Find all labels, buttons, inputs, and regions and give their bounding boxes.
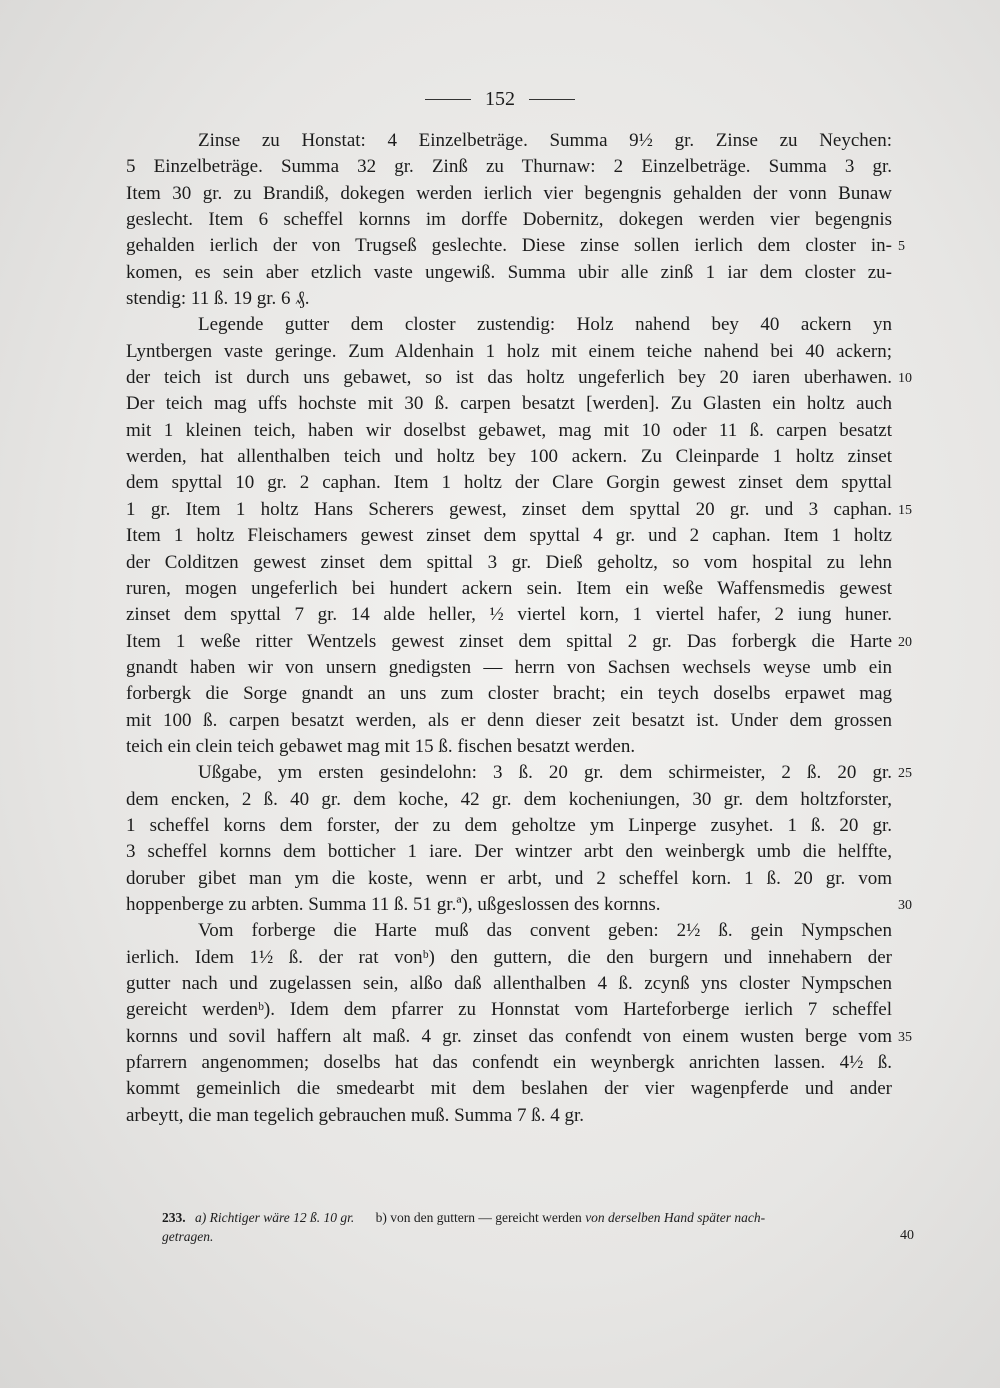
text-line — [126, 655, 892, 681]
text-line — [126, 523, 892, 549]
text-line — [126, 1076, 892, 1102]
text-line — [126, 813, 892, 839]
text-line-content: gnandt haben wir von unsern gnedigsten — herrn von Sachsen wechsels weyse umb ein — [126, 656, 892, 678]
text-line — [126, 550, 892, 576]
footnote — [162, 1208, 892, 1246]
text-line — [126, 734, 892, 760]
text-line-content: 3 scheffel kornns dem botticher 1 iare. Der wintzer arbt den weinbergk umb die helffte, — [126, 841, 892, 863]
text-line — [126, 260, 892, 286]
margin-line-number: 25 — [898, 766, 912, 782]
text-line — [126, 629, 892, 655]
text-line — [126, 470, 892, 496]
text-line — [126, 918, 892, 944]
text-line — [126, 181, 892, 207]
text-line-content: ruren, mogen ungeferlich bei hundert ackern sein. Item ein weße Waffensmedis gewest — [126, 577, 892, 599]
text-line — [126, 866, 892, 892]
text-line — [126, 365, 892, 391]
text-line-content: mit 1 kleinen teich, haben wir doselbst gebawet, mag mit 10 oder 11 ß. carpen besatzt — [126, 419, 892, 441]
text-line — [126, 312, 892, 338]
text-line — [126, 339, 892, 365]
page-header — [0, 84, 1000, 114]
footnote-b-italic: von derselben Hand später nach- — [585, 1210, 766, 1225]
text-line — [126, 286, 892, 312]
text-line-content: teich ein clein teich gebawet mag mit 15 ß. fischen besatzt werden. — [126, 735, 636, 757]
text-line — [126, 997, 892, 1023]
text-line-content: kornns und sovil haffern alt maß. 4 gr. zinset das confendt von einem wusten berge vom — [126, 1025, 892, 1047]
text-line — [126, 233, 892, 259]
text-line-content: pfarrern angenommen; doselbs hat das confendt ein weynbergk anrichten lassen. 4½ ß. — [126, 1052, 892, 1074]
text-line-content: gutter nach und zugelassen sein, alßo daß allenthalben 4 ß. zcynß yns closter Nympschen — [126, 973, 892, 994]
text-line — [126, 391, 892, 417]
text-line-content: Vom forberge die Harte muß das convent geben: 2½ ß. gein Nympschen — [198, 920, 892, 942]
line-number-40: 40 — [900, 1228, 914, 1243]
text-line — [126, 1050, 892, 1076]
margin-line-number: 10 — [898, 371, 912, 387]
text-line — [126, 760, 892, 786]
text-line-content: gereicht werdenᵇ). Idem dem pfarrer zu Honnstat vom Harteforberge ierlich 7 scheffel — [126, 999, 892, 1021]
margin-line-number: 5 — [898, 239, 905, 255]
text-line — [126, 154, 892, 180]
text-line-content: der teich ist durch uns gebawet, so ist das holtz ungeferlich bey 20 iaren uberhawen. — [126, 367, 892, 389]
text-line-content: Ußgabe, ym ersten gesindelohn: 3 ß. 20 gr. dem schirmeister, 2 ß. 20 gr. — [198, 762, 892, 784]
text-line — [126, 444, 892, 470]
text-line-content: forbergk die Sorge gnandt an uns zum closter bracht; ein teych doselbs erpawet mag — [126, 683, 892, 705]
text-line-content: Lyntbergen vaste geringe. Zum Aldenhain 1 holz mit einem teiche nahend bei 40 ackern; — [126, 340, 892, 362]
text-line — [126, 681, 892, 707]
text-line-content: gehalden ierlich der von Trugseß geslechte. Diese zinse sollen ierlich dem closter in- — [126, 235, 892, 257]
text-line-content: Legende gutter dem closter zustendig: Holz nahend bey 40 ackern yn — [198, 314, 892, 336]
text-line-content: hoppenberge zu arbten. Summa 11 ß. 51 gr.ª), ußgeslossen des kornns. — [126, 893, 661, 915]
footnote-number: 233. — [162, 1210, 186, 1225]
text-line-content: werden, hat allenthalben teich und holtz bey 100 ackern. Zu Cleinparde 1 holtz zinset — [126, 446, 892, 468]
footnote-b: b) von den guttern — gereicht werden — [375, 1210, 582, 1225]
text-line-content: dem encken, 2 ß. 40 gr. dem koche, 42 gr. dem kocheniungen, 30 gr. dem holtzforster, — [126, 788, 892, 810]
header-rule-right — [529, 99, 575, 100]
footnote-a: a) Richtiger wäre 12 ß. 10 gr. — [195, 1210, 355, 1225]
text-line — [126, 1024, 892, 1050]
text-line — [126, 207, 892, 233]
text-line — [126, 576, 892, 602]
text-line-content: mit 100 ß. carpen besatzt werden, als er denn dieser zeit besatzt ist. Under dem grossen — [126, 709, 892, 731]
text-line-content: komen, es sein aber etzlich vaste ungewiß. Summa ubir alle zinß 1 iar dem closter zu- — [126, 261, 892, 283]
text-line-content: dem spyttal 10 gr. 2 caphan. Item 1 holtz der Clare Gorgin gewest zinset dem spyttal — [126, 472, 892, 494]
text-line — [126, 128, 892, 154]
header-rule-left — [425, 99, 471, 100]
text-line — [126, 1103, 892, 1129]
footnote-b-italic-2: getragen. — [162, 1229, 214, 1244]
text-line-content: Der teich mag uffs hochste mit 30 ß. carpen besatzt [werden]. Zu Glasten ein holtz auch — [126, 393, 892, 415]
text-line — [126, 418, 892, 444]
margin-line-number: 20 — [898, 634, 912, 650]
text-line-content: Item 30 gr. zu Brandiß, dokegen werden ierlich vier begengnis gehalden der vonn Bunaw — [126, 182, 892, 204]
text-line-content: Zinse zu Honstat: 4 Einzelbeträge. Summa 9½ gr. Zinse zu Neychen: — [198, 130, 892, 151]
text-line-content: 1 scheffel korns dem forster, der zu dem geholtze ym Linperge zusyhet. 1 ß. 20 gr. — [126, 814, 892, 836]
text-line — [126, 971, 892, 997]
text-line — [126, 892, 892, 918]
text-line — [126, 945, 892, 971]
text-line-content: zinset dem spyttal 7 gr. 14 alde heller, ½ viertel korn, 1 viertel hafer, 2 iung huner. — [126, 604, 892, 626]
text-line-content: der Colditzen gewest zinset dem spittal 3 gr. Dieß geholtz, so vom hospital zu lehn — [126, 551, 892, 573]
body-text — [126, 128, 892, 1129]
text-line-content: 5 Einzelbeträge. Summa 32 gr. Zinß zu Thurnaw: 2 Einzelbeträge. Summa 3 gr. — [126, 156, 892, 178]
text-line-content: 1 gr. Item 1 holtz Hans Scherers gewest, zinset dem spyttal 20 gr. und 3 caphan. — [126, 498, 892, 520]
text-line-content: kommt gemeinlich die smedearbt mit dem beslahen der vier wagenpferde und ander — [126, 1078, 892, 1100]
text-line-content: Item 1 holtz Fleischamers gewest zinset dem spyttal 4 gr. und 2 caphan. Item 1 holtz — [126, 525, 892, 547]
text-line-content: ierlich. Idem 1½ ß. der rat vonᵇ) den guttern, die den burgern und innehabern der — [126, 946, 892, 968]
margin-line-number: 35 — [898, 1029, 912, 1045]
text-line — [126, 708, 892, 734]
text-line-content: Item 1 weße ritter Wentzels gewest zinset dem spittal 2 gr. Das forbergk die Harte — [126, 630, 892, 652]
margin-line-number: 30 — [898, 898, 912, 914]
page-number: 152 — [485, 87, 515, 110]
text-line — [126, 787, 892, 813]
text-line-content: geslecht. Item 6 scheffel kornns im dorffe Dobernitz, dokegen werden vier begengnis — [126, 209, 892, 231]
text-line-content: arbeytt, die man tegelich gebrauchen muß. Summa 7 ß. 4 gr. — [126, 1104, 584, 1126]
text-line — [126, 839, 892, 865]
text-line — [126, 602, 892, 628]
margin-line-number: 15 — [898, 502, 912, 518]
text-line-content: stendig: 11 ß. 19 gr. 6 ₰. — [126, 288, 310, 310]
text-line-content: doruber gibet man ym die koste, wenn er arbt, und 2 scheffel korn. 1 ß. 20 gr. vom — [126, 867, 892, 889]
text-line — [126, 497, 892, 523]
